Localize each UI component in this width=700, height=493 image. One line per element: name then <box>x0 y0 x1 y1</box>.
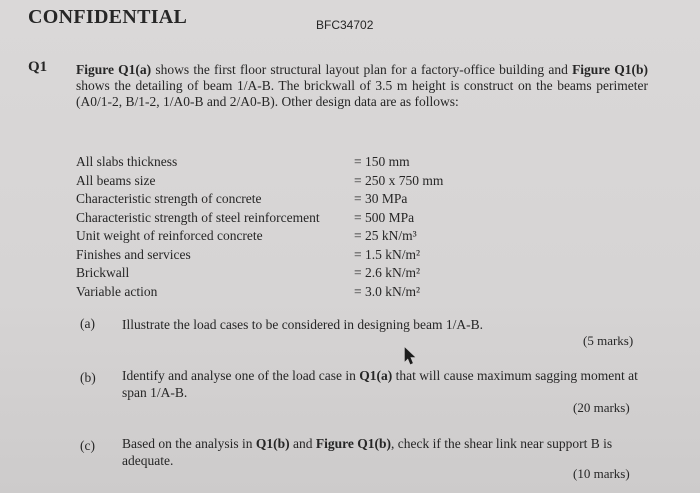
part-b-label: (b) <box>80 370 96 385</box>
design-data-value: = 1.5 kN/m² <box>354 246 421 262</box>
design-data-label: All slabs thickness <box>76 154 178 169</box>
part-a-marks: (5 marks) <box>583 333 634 348</box>
mouse-pointer-icon <box>404 347 416 365</box>
part-c-text <box>122 435 640 469</box>
part-c-ref-2: Figure Q1(b) <box>315 436 391 451</box>
part-c-label: (c) <box>80 438 95 453</box>
design-data-label: Characteristic strength of steel reinforcement <box>76 209 320 225</box>
design-data-value: = 250 x 750 mm <box>354 172 444 188</box>
design-data-label: Brickwall <box>76 265 130 280</box>
design-data-value: = 500 MPa <box>354 209 415 225</box>
part-b-marks: (20 marks) <box>573 400 630 415</box>
design-data-label: Unit weight of reinforced concrete <box>76 228 263 243</box>
design-data-value: = 25 kN/m³ <box>354 228 417 243</box>
figure-ref-b: Figure Q1(b) <box>572 62 648 77</box>
design-data-value: = 3.0 kN/m² <box>354 283 421 299</box>
part-a-text: Illustrate the load cases to be considered in designing beam 1/A-B. <box>122 317 484 332</box>
part-c-text-mid: and <box>289 436 316 451</box>
design-data-label: All beams size <box>76 172 156 188</box>
design-data-label: Finishes and services <box>76 246 191 262</box>
part-c-ref-1: Q1(b) <box>255 436 290 451</box>
question-number: Q1 <box>28 59 48 75</box>
part-a-label: (a) <box>80 316 95 331</box>
intro-text-1: shows the first floor structural layout plan for a factory-office building and <box>151 62 573 77</box>
part-b-text-pre: Identify and analyse one of the load case in <box>122 368 360 383</box>
intro-text-2: shows the detailing of beam 1/A-B. The brickwall of 3.5 m height is construct on the beams perimeter (A0/1-2, B/1-2, 1/A0-B and 2/A0-B). Other design data are as follows: <box>76 78 648 109</box>
design-data-value: = 2.6 kN/m² <box>354 265 421 280</box>
figure-ref-a: Figure Q1(a) <box>76 62 152 77</box>
document-header-title: CONFIDENTIAL <box>28 6 188 28</box>
design-data-label: Variable action <box>76 283 158 299</box>
part-c-marks: (10 marks) <box>573 466 630 481</box>
question-intro <box>76 62 648 110</box>
part-b-text-post: that will cause maximum sagging moment at span 1/A-B. <box>122 368 638 400</box>
design-data-value: = 150 mm <box>354 154 410 169</box>
part-c-text-pre: Based on the analysis in <box>122 436 256 451</box>
design-data-label: Characteristic strength of concrete <box>76 191 262 206</box>
part-b-text <box>122 367 644 401</box>
part-c-text-post: , check if the shear link near support B is adequate. <box>122 436 613 468</box>
course-code: BFC34702 <box>316 18 374 32</box>
part-b-ref: Q1(a) <box>359 368 393 383</box>
design-data-value: = 30 MPa <box>354 191 408 206</box>
